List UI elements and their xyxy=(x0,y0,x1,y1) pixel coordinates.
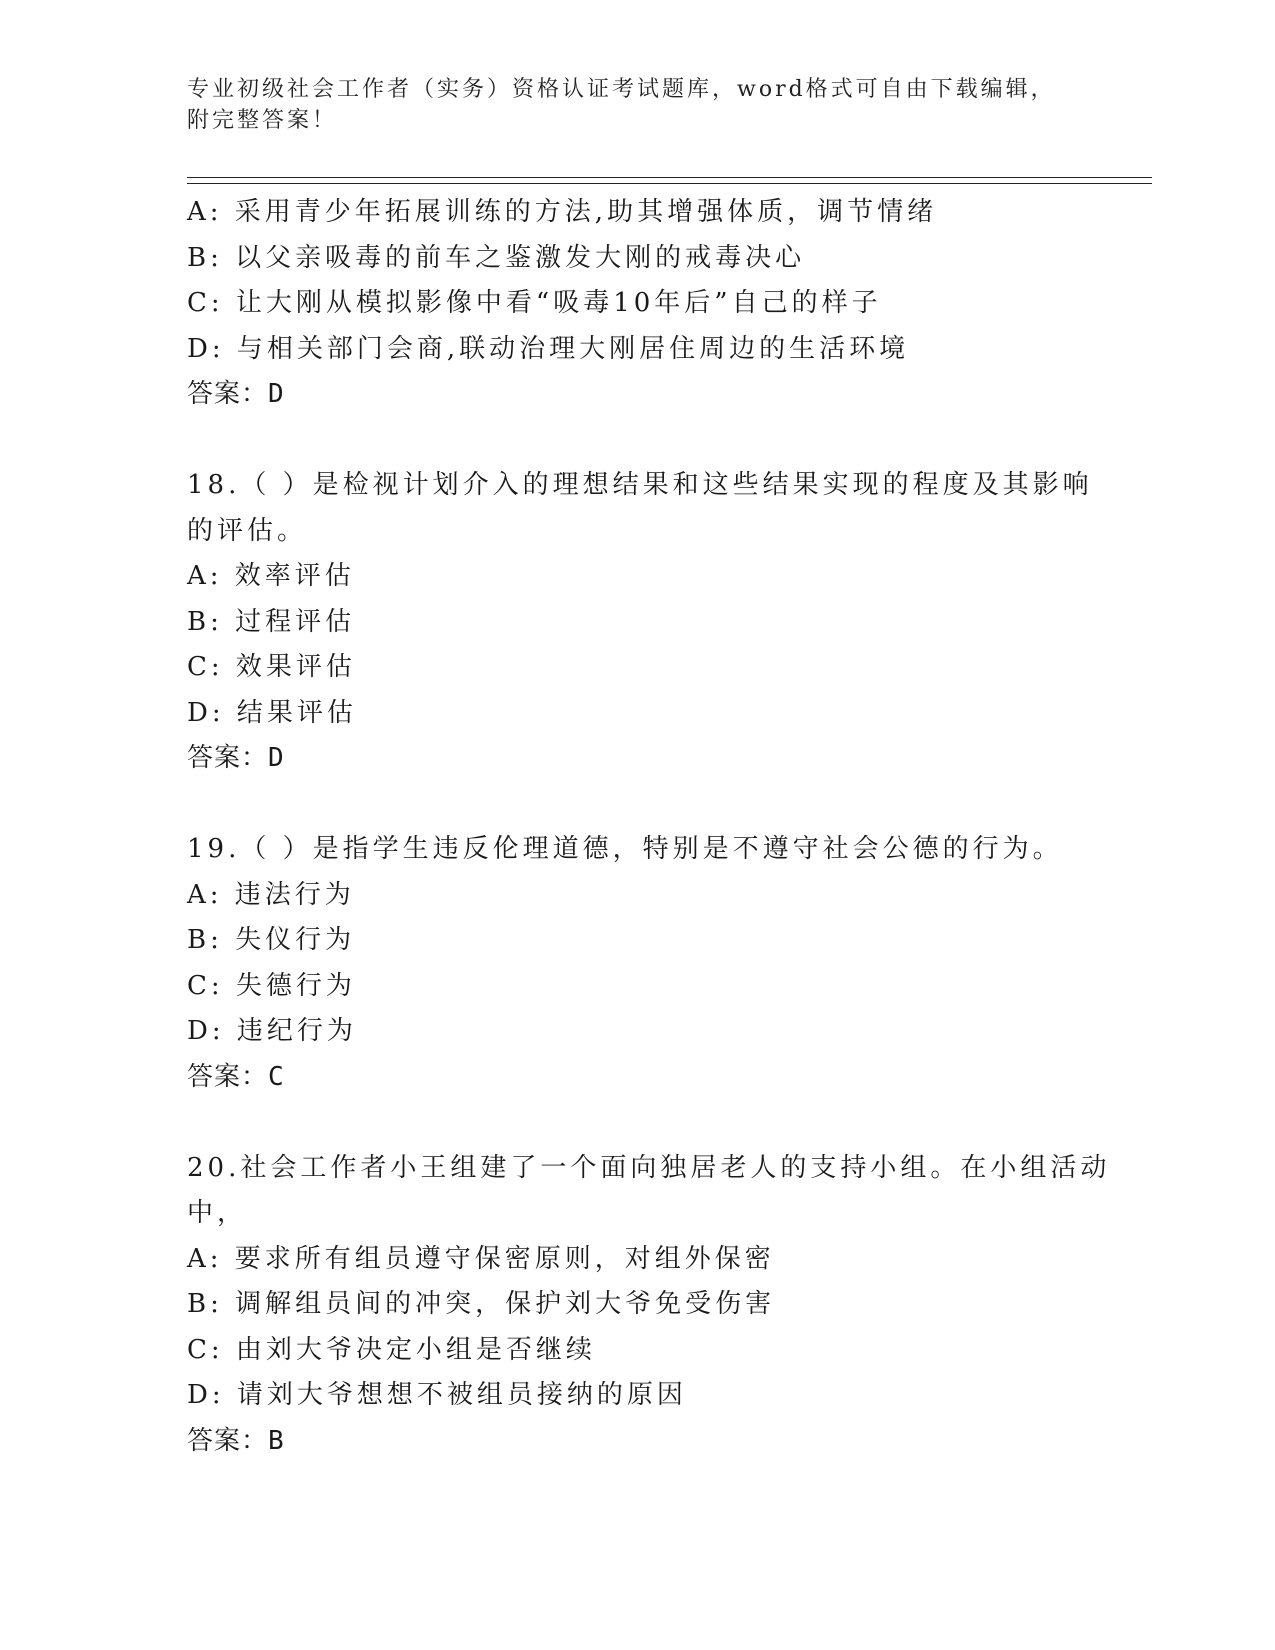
option-c: C: 效果评估 xyxy=(187,652,356,682)
question-list xyxy=(187,190,1111,1464)
option-c: C: 失德行为 xyxy=(187,970,356,1001)
question-stem-continued: 中， xyxy=(187,1198,248,1228)
option-a: A: 违法行为 xyxy=(187,879,355,910)
question-20 xyxy=(187,1146,1111,1465)
option-d: D: 与相关部门会商,联动治理大刚居住周边的生活环境 xyxy=(187,333,910,364)
question-17-continued xyxy=(187,190,1087,418)
option-a: A: 效率评估 xyxy=(187,561,355,591)
header-rule-bottom xyxy=(187,183,1152,184)
answer: 答案：D xyxy=(187,743,285,773)
option-d: D: 结果评估 xyxy=(187,697,357,728)
option-a: A: 采用青少年拓展训练的方法,助其增强体质，调节情绪 xyxy=(187,197,938,227)
option-b: B: 以父亲吸毒的前车之鉴激发大刚的戒毒决心 xyxy=(187,242,806,273)
option-b: B: 过程评估 xyxy=(187,606,356,637)
header-rule-top xyxy=(187,177,1152,178)
answer: 答案：C xyxy=(187,1061,285,1092)
option-b: B: 失仪行为 xyxy=(187,925,356,955)
document-header: 专业初级社会工作者（实务）资格认证考试题库，word格式可自由下载编辑，附完整答案！ xyxy=(187,77,1056,133)
option-d: D: 请刘大爷想想不被组员接纳的原因 xyxy=(187,1380,687,1410)
question-stem: 20.社会工作者小王组建了一个面向独居老人的支持小组。在小组活动 xyxy=(187,1152,1111,1183)
option-b: B: 调解组员间的冲突，保护刘大爷免受伤害 xyxy=(187,1289,776,1319)
answer: 答案：D xyxy=(187,379,285,409)
option-c: C: 让大刚从模拟影像中看“吸毒10年后”自己的样子 xyxy=(187,288,882,318)
question-19 xyxy=(187,827,1087,1100)
option-d: D: 违纪行为 xyxy=(187,1016,357,1046)
option-a: A: 要求所有组员遵守保密原则，对组外保密 xyxy=(187,1243,775,1274)
option-c: C: 由刘大爷决定小组是否继续 xyxy=(187,1334,596,1365)
question-stem-continued: 的评估。 xyxy=(187,515,308,546)
answer: 答案：B xyxy=(187,1425,285,1456)
question-stem: 19.（ ）是指学生违反伦理道德，特别是不遵守社会公德的行为。 xyxy=(187,834,1063,864)
question-18 xyxy=(187,463,1093,782)
question-stem: 18.（ ）是检视计划介入的理想结果和这些结果实现的程度及其影响 xyxy=(187,470,1093,500)
